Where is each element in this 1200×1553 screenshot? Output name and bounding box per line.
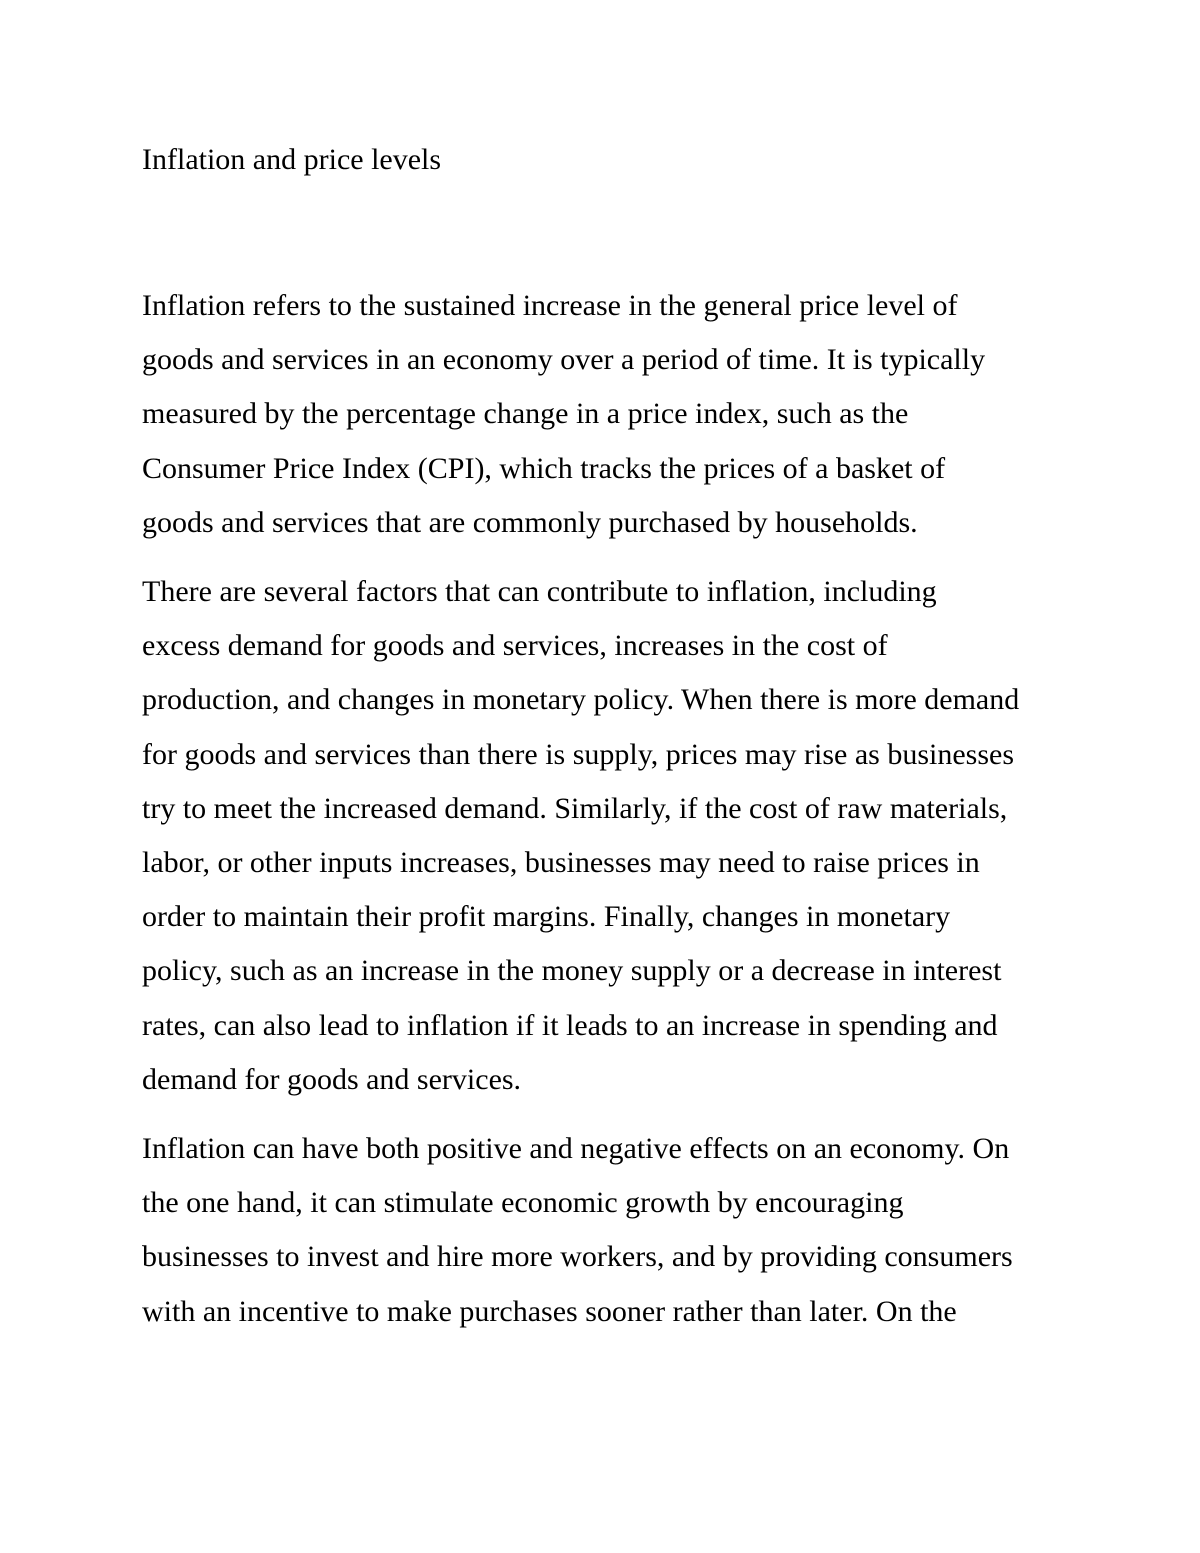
- paragraph-line: There are several factors that can contribute to inflation, including: [142, 575, 937, 609]
- document-body: [142, 279, 1072, 1354]
- paragraph-line: Inflation refers to the sustained increase in the general price level of: [142, 289, 958, 322]
- paragraph-line: the one hand, it can stimulate economic growth by encouraging: [142, 1186, 904, 1220]
- paragraph-line: labor, or other inputs increases, businesses may need to raise prices in: [142, 846, 980, 880]
- paragraph-line: for goods and services than there is supply, prices may rise as businesses: [142, 737, 1015, 771]
- paragraph-line: with an incentive to make purchases sooner rather than later. On the: [142, 1294, 957, 1328]
- paragraph-line: businesses to invest and hire more workers, and by providing consumers: [142, 1240, 1013, 1274]
- paragraph-line: production, and changes in monetary policy. When there is more demand: [142, 683, 1020, 717]
- paragraph-line: demand for goods and services.: [142, 1062, 522, 1096]
- paragraph-line: goods and services in an economy over a period of time. It is typically: [142, 343, 986, 377]
- paragraph-line: measured by the percentage change in a price index, such as the: [142, 397, 909, 431]
- paragraph-effects: [142, 1122, 1072, 1339]
- paragraph-line: try to meet the increased demand. Similarly, if the cost of raw materials,: [142, 791, 1008, 825]
- paragraph-line: policy, such as an increase in the money supply or a decrease in interest: [142, 954, 1002, 988]
- paragraph-line: excess demand for goods and services, increases in the cost of: [142, 629, 888, 663]
- paragraph-line: Consumer Price Index (CPI), which tracks the prices of a basket of: [142, 451, 946, 485]
- paragraph-line: goods and services that are commonly purchased by households.: [142, 505, 918, 539]
- paragraph-factors: [142, 565, 1072, 1107]
- paragraph-line: rates, can also lead to inflation if it leads to an increase in spending and: [142, 1008, 998, 1042]
- paragraph-line: order to maintain their profit margins. Finally, changes in monetary: [142, 900, 951, 934]
- document-title: Inflation and price levels: [142, 143, 442, 176]
- paragraph-line: Inflation can have both positive and negative effects on an economy. On: [142, 1132, 1010, 1166]
- paragraph-definition: [142, 279, 1072, 550]
